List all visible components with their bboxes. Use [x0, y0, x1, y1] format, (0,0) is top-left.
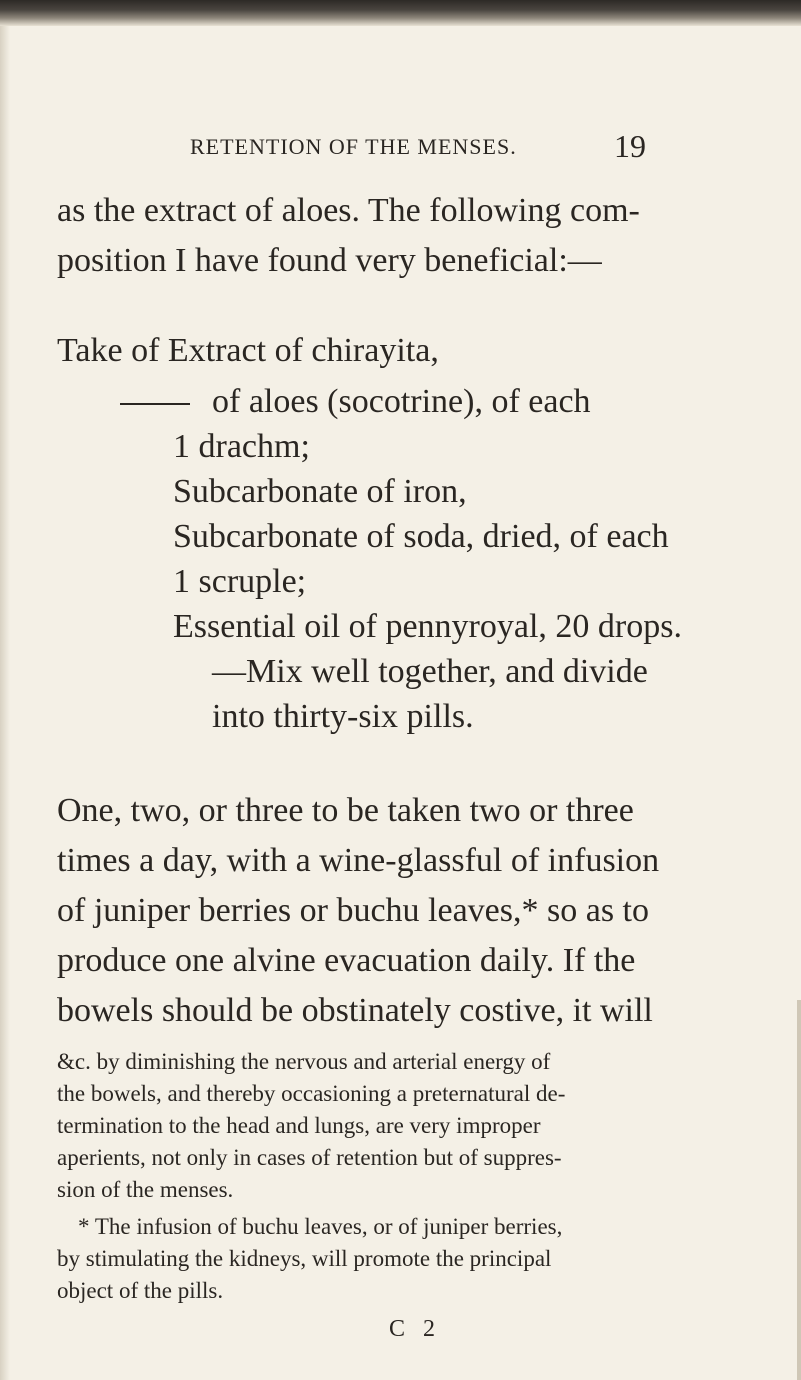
footnote-line: termination to the head and lungs, are very improper	[57, 1113, 541, 1138]
footnote-line: * The infusion of buchu leaves, or of juniper berries,	[78, 1214, 563, 1239]
prescription-line: 1 drachm;	[173, 428, 310, 465]
prescription-line: Subcarbonate of iron,	[173, 473, 467, 510]
ditto-dash	[120, 403, 190, 405]
footnote-line: aperients, not only in cases of retention but of suppres-	[57, 1145, 562, 1170]
prescription-line: —Mix well together, and divide	[212, 653, 648, 690]
footnote-line: the bowels, and thereby occasioning a preternatural de-	[57, 1081, 566, 1106]
prescription-line: 1 scruple;	[173, 563, 307, 600]
prescription-line-text: of aloes (socotrine), of each	[212, 383, 591, 420]
dosage-line: bowels should be obstinately costive, it will	[57, 992, 653, 1029]
footnote-line: by stimulating the kidneys, will promote the principal	[57, 1246, 552, 1271]
signature-mark: C 2	[389, 1316, 442, 1342]
prescription-line: Essential oil of pennyroyal, 20 drops.	[173, 608, 682, 645]
running-title: RETENTION OF THE MENSES.	[190, 134, 517, 159]
dosage-line: produce one alvine evacuation daily. If the	[57, 942, 636, 979]
intro-line: as the extract of aloes. The following com-	[57, 192, 640, 229]
page-number: 19	[614, 128, 646, 164]
intro-line: position I have found very beneficial:—	[57, 242, 602, 279]
dosage-line: One, two, or three to be taken two or three	[57, 792, 634, 829]
footnote-line: sion of the menses.	[57, 1177, 234, 1202]
footnote-line: &c. by diminishing the nervous and arterial energy of	[57, 1049, 551, 1074]
footnote-line: object of the pills.	[57, 1278, 224, 1303]
prescription-line: into thirty-six pills.	[212, 698, 474, 735]
dosage-line: of juniper berries or buchu leaves,* so as to	[57, 892, 649, 929]
prescription-line	[120, 382, 591, 422]
dosage-line: times a day, with a wine-glassful of infusion	[57, 842, 660, 879]
prescription-line: Take of Extract of chirayita,	[57, 332, 439, 369]
prescription-line: Subcarbonate of soda, dried, of each	[173, 518, 669, 555]
